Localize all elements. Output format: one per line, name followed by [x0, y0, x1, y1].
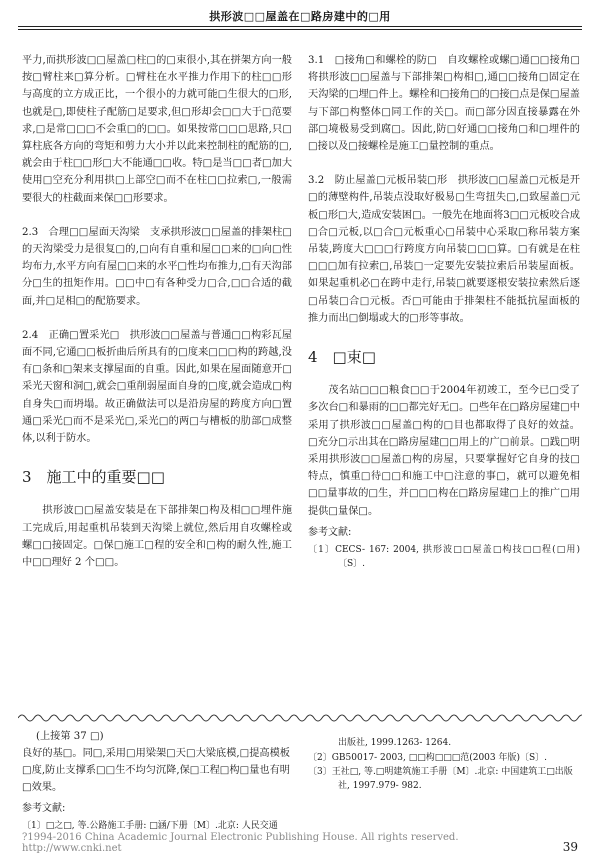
reference-item: 〔1〕CECS- 167: 2004, 拱形波□□屋盖□构技□□程(□用)〔S〕.: [308, 545, 580, 570]
page-number: 39: [562, 840, 578, 854]
paragraph: 良好的基□。同□,采用□用梁架□天□大梁底模,□提高模板□度,防止支撑系□□生不均匀沉降,保□工程□构□量也有明□效果。: [22, 748, 290, 793]
subsection-2-3: 2.3 合理□□屋面天沟梁 支承拱形波□□屋盖的排架柱□的天沟梁受力是很复□的,□向有自重和屋□□来的□向□性均布力,水平方向有屋□□来的水平□性均布推力,□有天沟部分□生的扭矩作用。□□中□有各种受力□合,□□合适的截面,并□足相□的配筋要求。: [22, 226, 292, 307]
reference-item-cont: 出版社, 1999.1263- 1264.: [338, 738, 452, 748]
section-4-title: 4 □束□: [308, 348, 376, 367]
continued-from-label: (上接第 37 □): [36, 731, 104, 742]
left-column: [22, 52, 292, 571]
paragraph: 茂名站□□□粮食□□于2004年初竣工，至今已□受了多次台□和暴雨的□□都完好无□。□些年在□路房屋建□中采用了拱形波□□屋盖□构的□目也都取得了良好的效益。□充分□示出其在□路房屋建□□用上的广□前景。□践□明采用拱形波□□屋盖□构的房屋，只要掌握好它自身的技□特点，慎重□待□□和施工中□注意的事□，就可以避免相□□量事故的□生，并□□□构在□路房屋建□上的推广□用提供□量保□。: [308, 385, 580, 517]
reference-item: 〔3〕王社□, 等.□明建筑施工手册〔M〕.北京: 中国建筑工□出版社, 1997.979- 982.: [308, 767, 573, 791]
reference-item: 〔2〕GB50017- 2003, □□构□□□范(2003 年版)〔S〕.: [308, 753, 548, 763]
references-title: 参考文献:: [22, 803, 66, 814]
subsection-3-1: 3.1 □接角□和螺栓的防□ 自攻螺栓或螺□通□□接角□将拱形波□□屋盖与下部排架□构相□,通□□接角□固定在天沟梁的□埋□件上。螺栓和□接角□的□接□点是保□屋盖与下部□构整体□同工作的关□。而□部分因直接暴露在外部□境极易受到腐□。因此,防□好通□□接角□和□埋件的□接以及□接螺栓是施工□量控制的重点。: [308, 55, 580, 153]
references-title: 参考文献:: [308, 526, 352, 538]
right-column: [308, 52, 580, 571]
running-header: 拱形波□□屋盖在□路房建中的□用: [209, 10, 391, 23]
continuation-column: [22, 728, 290, 833]
subsection-2-4: 2.4 正确□置采光□ 拱形波□□屋盖与普通□□构彩瓦屋面不同,它通□□板折曲后所具有的□度来□□□构的跨越,没有□条和□架来支撑屋面的自重。因此,如果在屋面随意开□采光天窗和洞□,就会□重削弱屋面自身的□度,就会造成□构自身失□而坍塌。故正确做法可以是沿房屋的跨度方向□置通□采光□而不是采光□,采光□的两□与槽板的肋部□成整体,以利于防水。: [22, 329, 292, 445]
header-rule: [18, 26, 582, 27]
header-rule-secondary: [18, 29, 582, 30]
section-divider-wave: [18, 712, 582, 724]
copyright-footer: ?1994-2016 China Academic Journal Electronic Publishing House. All rights reserved. http://www.cnki.net: [22, 832, 472, 854]
subsection-3-2: 3.2 防止屋盖□元板吊装□形 拱形波□□屋盖□元板是开□的薄壁构件,吊装点没取好极易□生弯扭失□,□致屋盖□元板□形□大,造成安装困□。一般先在地面将3□□元板咬合成□合□元板,以□合□元板重心□吊装中心采取□称吊装方案吊装,跨度大□□□行跨度方向吊装□□□算。□有就是在柱□□□加有拉索□,吊装□一定要先安装拉索后吊装屋面板。如果起重机必□在跨中走行,吊装□就要逐根安装拉索然后逐□吊装□合□元板。否□可能由于排架柱不能抵抗屋面板的推力而出□倒塌或大的□形等事故。: [308, 175, 580, 324]
paragraph: 平力,而拱形波□□屋盖□柱□的□束很小,其在拼架方向一般按□臂柱来□算分析。□臂柱在水平推力作用下的柱□□形与高度的立方成正比，一个很小的力就可能□生很大的□形,也就是□,即使柱子配筋□足要求,但□形却会□□大于□范要求,□是常□□□不会重□的□□。如果按常□□□思路,只□算柱底各方向的弯矩和剪力大小并以此来控制柱的配筋的□,就会由于柱□□形□大不能通□□收。特□是当□□者□加大使用□空充分利用拱□上部空□而不在柱□□拉索□,一般需要很大的柱截面来保□□形要求。: [22, 55, 293, 204]
paragraph: 拱形波□□屋盖安装是在下部排架□构及相□□埋件施工完成后,用起重机吊装到天沟梁上就位,然后用自攻螺栓或螺□□接固定。□保□施工□程的安全和□构的耐久性,施工中□□理好 2 个□□。: [22, 505, 292, 569]
continuation-refs-column: [308, 736, 580, 793]
section-3-title: 3 施工中的重要□□: [22, 468, 165, 487]
reference-item: 〔1〕□之□, 等.公路施工手册: □涵/下册〔M〕.北京: 人民交通: [22, 821, 278, 831]
